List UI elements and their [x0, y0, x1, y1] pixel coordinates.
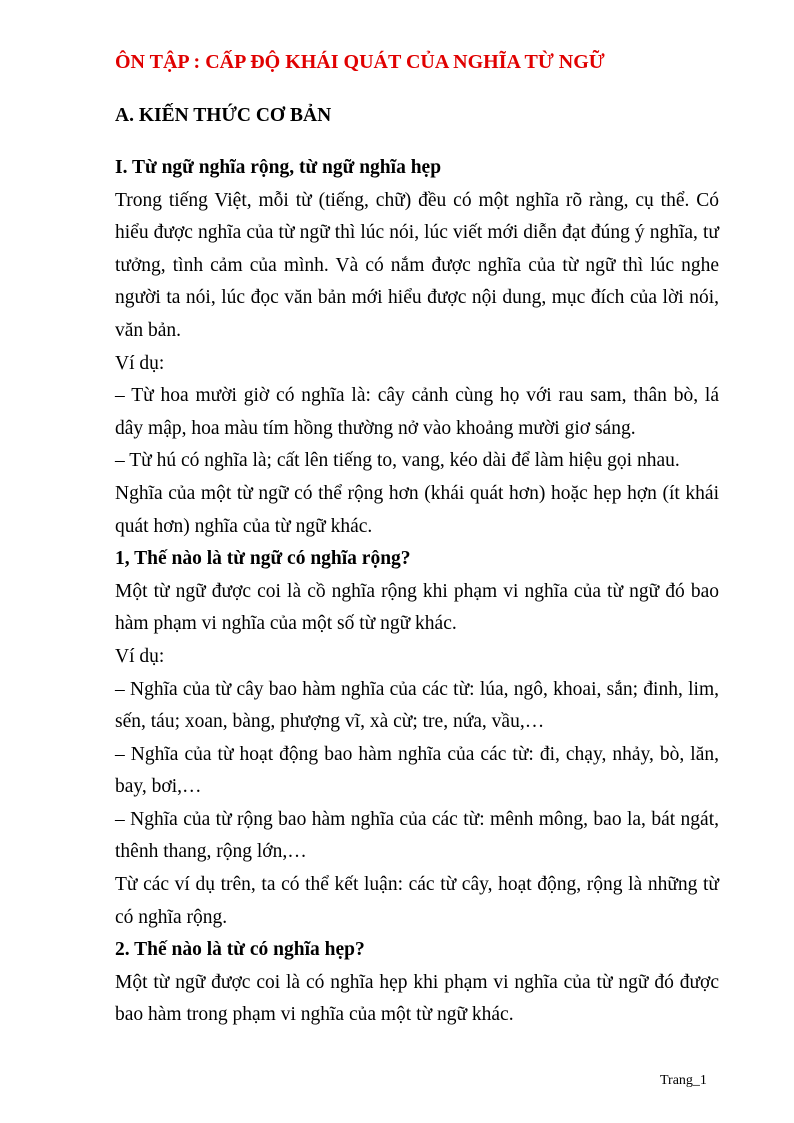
paragraph: Một từ ngữ được coi là có nghĩa hẹp khi phạm vi nghĩa của từ ngữ đó được bao hàm trong phạm vi nghĩa của một từ ngữ khác. [115, 971, 719, 1026]
paragraph: Trong tiếng Việt, mỗi từ (tiếng, chữ) đều có một nghĩa rõ ràng, cụ thể. Có hiểu được nghĩa của từ ngữ thì lúc nói, lúc viết mới diễn đạt đúng ý nghĩa, tư tưởng, tình cảm của mình. Và có nắm được nghĩa của từ ngữ thì lúc nghe người ta nói, lúc đọc văn bản mới hiểu được nội dung, mục đích của lời nói, văn bản. [115, 189, 719, 341]
example-item: – Từ hoa mười giờ có nghĩa là: cây cảnh cùng họ với rau sam, thân bò, lá dây mập, hoa màu tím hồng thường nở vào khoảng mười giơ sáng. [115, 385, 719, 439]
document-page [115, 46, 719, 1032]
subsection-heading: 1, Thế nào là từ ngữ có nghĩa rộng? [115, 548, 411, 570]
section-heading: I. Từ ngữ nghĩa rộng, từ ngữ nghĩa hẹp [115, 157, 442, 178]
paragraph: Một từ ngữ được coi là cồ nghĩa rộng khi phạm vi nghĩa của từ ngữ đó bao hàm phạm vi nghĩa của một số từ ngữ khác. [115, 580, 719, 635]
paragraph: Nghĩa của một từ ngữ có thể rộng hơn (khái quát hơn) hoặc hẹp hợn (ít khái quát hơn) nghĩa của từ ngữ khác. [115, 482, 719, 537]
paragraph: Từ các ví dụ trên, ta có thể kết luận: các từ cây, hoạt động, rộng là những từ có nghĩa rộng. [115, 874, 719, 928]
example-item: – Nghĩa của từ rộng bao hàm nghĩa của các từ: mênh mông, bao la, bát ngát, thênh thang, rộng lớn,… [115, 808, 719, 863]
example-item: – Nghĩa của từ cây bao hàm nghĩa của các từ: lúa, ngô, khoai, sắn; đinh, lim, sến, táu; xoan, bàng, phượng vĩ, xà cừ; tre, nứa, vầu,… [115, 678, 719, 733]
example-item: – Nghĩa của từ hoạt động bao hàm nghĩa của các từ: đi, chạy, nhảy, bò, lăn, bay, bơi,… [115, 743, 719, 798]
example-label: Ví dụ: [115, 645, 165, 667]
document-title: ÔN TẬP : CẤP ĐỘ KHÁI QUÁT CỦA NGHĨA TỪ NGỮ [115, 51, 605, 73]
example-item: – Từ hú có nghĩa là; cất lên tiếng to, vang, kéo dài để làm hiệu gọi nhau. [115, 450, 680, 472]
section-a-heading: A. KIẾN THỨC CƠ BẢN [115, 105, 332, 126]
subsection-heading: 2. Thế nào là từ có nghĩa hẹp? [115, 939, 365, 961]
page-number: Trang_1 [660, 1073, 707, 1088]
example-label: Ví dụ: [115, 352, 165, 374]
